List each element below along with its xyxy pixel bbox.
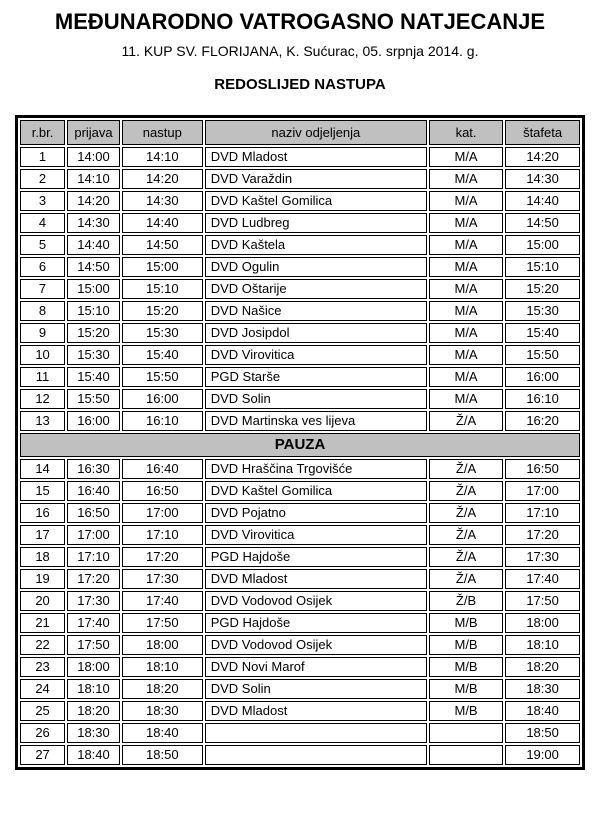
cell-kat: M/A xyxy=(429,147,503,167)
cell-naziv: DVD Vodovod Osijek xyxy=(205,591,427,611)
cell-rbr: 25 xyxy=(20,701,65,721)
cell-kat: M/A xyxy=(429,169,503,189)
table-row xyxy=(20,367,580,387)
cell-prijava: 15:30 xyxy=(67,345,120,365)
cell-stafeta: 18:10 xyxy=(505,635,580,655)
cell-rbr: 22 xyxy=(20,635,65,655)
cell-naziv: DVD Mladost xyxy=(205,147,427,167)
cell-stafeta: 16:50 xyxy=(505,459,580,479)
cell-kat xyxy=(429,723,503,743)
cell-kat: M/B xyxy=(429,613,503,633)
cell-stafeta: 17:20 xyxy=(505,525,580,545)
cell-prijava: 17:30 xyxy=(67,591,120,611)
cell-naziv: DVD Virovitica xyxy=(205,345,427,365)
table-row xyxy=(20,345,580,365)
cell-stafeta: 18:20 xyxy=(505,657,580,677)
cell-rbr: 24 xyxy=(20,679,65,699)
table-row xyxy=(20,569,580,589)
cell-rbr: 6 xyxy=(20,257,65,277)
cell-nastup: 15:50 xyxy=(122,367,203,387)
cell-nastup: 18:20 xyxy=(122,679,203,699)
cell-kat: M/A xyxy=(429,345,503,365)
cell-prijava: 16:40 xyxy=(67,481,120,501)
cell-kat: Ž/A xyxy=(429,459,503,479)
cell-nastup: 17:10 xyxy=(122,525,203,545)
cell-naziv xyxy=(205,723,427,743)
table-row xyxy=(20,635,580,655)
cell-rbr: 27 xyxy=(20,745,65,765)
cell-nastup: 14:30 xyxy=(122,191,203,211)
cell-stafeta: 14:30 xyxy=(505,169,580,189)
cell-stafeta: 15:10 xyxy=(505,257,580,277)
cell-stafeta: 18:50 xyxy=(505,723,580,743)
cell-nastup: 17:20 xyxy=(122,547,203,567)
cell-nastup: 15:20 xyxy=(122,301,203,321)
cell-stafeta: 17:40 xyxy=(505,569,580,589)
cell-stafeta: 18:40 xyxy=(505,701,580,721)
column-header-rbr: r.br. xyxy=(20,120,65,145)
cell-prijava: 15:00 xyxy=(67,279,120,299)
table-row xyxy=(20,279,580,299)
pause-label: PAUZA xyxy=(20,433,580,457)
page-title: MEĐUNARODNO VATROGASNO NATJECANJE xyxy=(54,9,546,34)
cell-nastup: 14:20 xyxy=(122,169,203,189)
cell-stafeta: 15:20 xyxy=(505,279,580,299)
cell-nastup: 16:50 xyxy=(122,481,203,501)
cell-nastup: 16:10 xyxy=(122,411,203,431)
cell-rbr: 17 xyxy=(20,525,65,545)
cell-kat: M/A xyxy=(429,323,503,343)
cell-nastup: 17:40 xyxy=(122,591,203,611)
cell-naziv: DVD Vodovod Osijek xyxy=(205,635,427,655)
cell-rbr: 4 xyxy=(20,213,65,233)
table-row xyxy=(20,525,580,545)
cell-prijava: 16:00 xyxy=(67,411,120,431)
cell-kat: M/B xyxy=(429,657,503,677)
table-row xyxy=(20,459,580,479)
cell-kat: Ž/B xyxy=(429,591,503,611)
cell-prijava: 17:40 xyxy=(67,613,120,633)
table-row xyxy=(20,591,580,611)
table-row xyxy=(20,503,580,523)
cell-rbr: 9 xyxy=(20,323,65,343)
table-row xyxy=(20,213,580,233)
cell-kat: M/B xyxy=(429,635,503,655)
cell-stafeta: 17:30 xyxy=(505,547,580,567)
cell-nastup: 14:40 xyxy=(122,213,203,233)
column-header-kat: kat. xyxy=(429,120,503,145)
cell-naziv: DVD Mladost xyxy=(205,701,427,721)
cell-rbr: 8 xyxy=(20,301,65,321)
cell-rbr: 14 xyxy=(20,459,65,479)
table-row xyxy=(20,613,580,633)
cell-rbr: 13 xyxy=(20,411,65,431)
cell-prijava: 14:40 xyxy=(67,235,120,255)
cell-prijava: 14:20 xyxy=(67,191,120,211)
table-row xyxy=(20,147,580,167)
cell-stafeta: 16:00 xyxy=(505,367,580,387)
cell-stafeta: 19:00 xyxy=(505,745,580,765)
cell-stafeta: 15:40 xyxy=(505,323,580,343)
cell-kat: M/A xyxy=(429,367,503,387)
cell-prijava: 14:30 xyxy=(67,213,120,233)
cell-stafeta: 14:50 xyxy=(505,213,580,233)
cell-naziv: DVD Hraščina Trgovišće xyxy=(205,459,427,479)
table-row xyxy=(20,679,580,699)
cell-naziv: DVD Virovitica xyxy=(205,525,427,545)
cell-naziv: DVD Kaštel Gomilica xyxy=(205,481,427,501)
table-row xyxy=(20,235,580,255)
cell-prijava: 17:00 xyxy=(67,525,120,545)
cell-nastup: 15:00 xyxy=(122,257,203,277)
table-row xyxy=(20,547,580,567)
cell-naziv: DVD Oštarije xyxy=(205,279,427,299)
cell-nastup: 16:00 xyxy=(122,389,203,409)
table-row xyxy=(20,191,580,211)
cell-nastup: 15:30 xyxy=(122,323,203,343)
cell-rbr: 3 xyxy=(20,191,65,211)
column-header-prijava: prijava xyxy=(67,120,120,145)
cell-prijava: 15:20 xyxy=(67,323,120,343)
table-row xyxy=(20,411,580,431)
cell-rbr: 21 xyxy=(20,613,65,633)
cell-nastup: 17:30 xyxy=(122,569,203,589)
cell-naziv: DVD Našice xyxy=(205,301,427,321)
cell-kat: M/B xyxy=(429,701,503,721)
cell-rbr: 15 xyxy=(20,481,65,501)
cell-kat: M/A xyxy=(429,279,503,299)
cell-prijava: 18:20 xyxy=(67,701,120,721)
cell-rbr: 5 xyxy=(20,235,65,255)
table-row xyxy=(20,745,580,765)
cell-prijava: 16:30 xyxy=(67,459,120,479)
table-row xyxy=(20,481,580,501)
table-row xyxy=(20,257,580,277)
column-header-nastup: nastup xyxy=(122,120,203,145)
table-row xyxy=(20,169,580,189)
cell-kat: Ž/A xyxy=(429,547,503,567)
cell-naziv: DVD Varaždin xyxy=(205,169,427,189)
cell-prijava: 18:10 xyxy=(67,679,120,699)
cell-rbr: 7 xyxy=(20,279,65,299)
cell-kat: Ž/A xyxy=(429,411,503,431)
cell-naziv xyxy=(205,745,427,765)
cell-stafeta: 17:50 xyxy=(505,591,580,611)
cell-kat: M/A xyxy=(429,191,503,211)
section-heading: REDOSLIJED NASTUPA xyxy=(214,76,386,93)
cell-rbr: 16 xyxy=(20,503,65,523)
cell-stafeta: 17:00 xyxy=(505,481,580,501)
cell-rbr: 11 xyxy=(20,367,65,387)
cell-prijava: 18:40 xyxy=(67,745,120,765)
cell-rbr: 18 xyxy=(20,547,65,567)
cell-rbr: 12 xyxy=(20,389,65,409)
cell-kat: M/A xyxy=(429,301,503,321)
cell-nastup: 17:00 xyxy=(122,503,203,523)
pause-row xyxy=(20,433,580,457)
cell-stafeta: 17:10 xyxy=(505,503,580,523)
cell-prijava: 18:30 xyxy=(67,723,120,743)
cell-nastup: 18:30 xyxy=(122,701,203,721)
cell-naziv: DVD Ogulin xyxy=(205,257,427,277)
cell-nastup: 18:00 xyxy=(122,635,203,655)
cell-prijava: 14:00 xyxy=(67,147,120,167)
cell-naziv: DVD Kaštela xyxy=(205,235,427,255)
cell-naziv: DVD Josipdol xyxy=(205,323,427,343)
cell-rbr: 10 xyxy=(20,345,65,365)
cell-kat: Ž/A xyxy=(429,481,503,501)
cell-kat xyxy=(429,745,503,765)
cell-kat: M/B xyxy=(429,679,503,699)
cell-rbr: 26 xyxy=(20,723,65,743)
cell-naziv: PGD Hajdoše xyxy=(205,613,427,633)
cell-naziv: DVD Solin xyxy=(205,389,427,409)
table-row xyxy=(20,389,580,409)
cell-naziv: DVD Ludbreg xyxy=(205,213,427,233)
cell-stafeta: 14:20 xyxy=(505,147,580,167)
cell-rbr: 23 xyxy=(20,657,65,677)
table-row xyxy=(20,301,580,321)
cell-kat: M/A xyxy=(429,257,503,277)
cell-prijava: 14:50 xyxy=(67,257,120,277)
cell-stafeta: 16:10 xyxy=(505,389,580,409)
cell-kat: Ž/A xyxy=(429,569,503,589)
cell-nastup: 18:40 xyxy=(122,723,203,743)
cell-nastup: 18:10 xyxy=(122,657,203,677)
cell-stafeta: 18:00 xyxy=(505,613,580,633)
cell-kat: M/A xyxy=(429,235,503,255)
cell-naziv: DVD Solin xyxy=(205,679,427,699)
table-row xyxy=(20,723,580,743)
cell-naziv: DVD Kaštel Gomilica xyxy=(205,191,427,211)
cell-rbr: 2 xyxy=(20,169,65,189)
cell-nastup: 14:10 xyxy=(122,147,203,167)
cell-stafeta: 14:40 xyxy=(505,191,580,211)
cell-prijava: 17:10 xyxy=(67,547,120,567)
page-subtitle: 11. KUP SV. FLORIJANA, K. Sućurac, 05. srpnja 2014. g. xyxy=(121,43,479,59)
cell-rbr: 1 xyxy=(20,147,65,167)
cell-naziv: PGD Starše xyxy=(205,367,427,387)
cell-kat: Ž/A xyxy=(429,525,503,545)
cell-kat: M/A xyxy=(429,213,503,233)
cell-nastup: 14:50 xyxy=(122,235,203,255)
cell-prijava: 17:50 xyxy=(67,635,120,655)
cell-nastup: 15:40 xyxy=(122,345,203,365)
cell-naziv: PGD Hajdoše xyxy=(205,547,427,567)
cell-stafeta: 15:50 xyxy=(505,345,580,365)
cell-rbr: 19 xyxy=(20,569,65,589)
cell-prijava: 17:20 xyxy=(67,569,120,589)
cell-kat: Ž/A xyxy=(429,503,503,523)
cell-stafeta: 15:00 xyxy=(505,235,580,255)
schedule-table xyxy=(15,115,585,770)
column-header-stafeta: štafeta xyxy=(505,120,580,145)
cell-nastup: 18:50 xyxy=(122,745,203,765)
cell-prijava: 15:10 xyxy=(67,301,120,321)
cell-stafeta: 18:30 xyxy=(505,679,580,699)
cell-nastup: 17:50 xyxy=(122,613,203,633)
cell-nastup: 15:10 xyxy=(122,279,203,299)
cell-prijava: 15:50 xyxy=(67,389,120,409)
cell-rbr: 20 xyxy=(20,591,65,611)
column-header-naziv: naziv odjeljenja xyxy=(205,120,427,145)
cell-naziv: DVD Novi Marof xyxy=(205,657,427,677)
cell-prijava: 16:50 xyxy=(67,503,120,523)
header-row xyxy=(20,120,580,145)
cell-nastup: 16:40 xyxy=(122,459,203,479)
table-row xyxy=(20,657,580,677)
cell-prijava: 15:40 xyxy=(67,367,120,387)
table-row xyxy=(20,323,580,343)
cell-naziv: DVD Pojatno xyxy=(205,503,427,523)
cell-stafeta: 15:30 xyxy=(505,301,580,321)
cell-prijava: 18:00 xyxy=(67,657,120,677)
cell-stafeta: 16:20 xyxy=(505,411,580,431)
cell-prijava: 14:10 xyxy=(67,169,120,189)
cell-naziv: DVD Mladost xyxy=(205,569,427,589)
table-row xyxy=(20,701,580,721)
cell-naziv: DVD Martinska ves lijeva xyxy=(205,411,427,431)
cell-kat: M/A xyxy=(429,389,503,409)
